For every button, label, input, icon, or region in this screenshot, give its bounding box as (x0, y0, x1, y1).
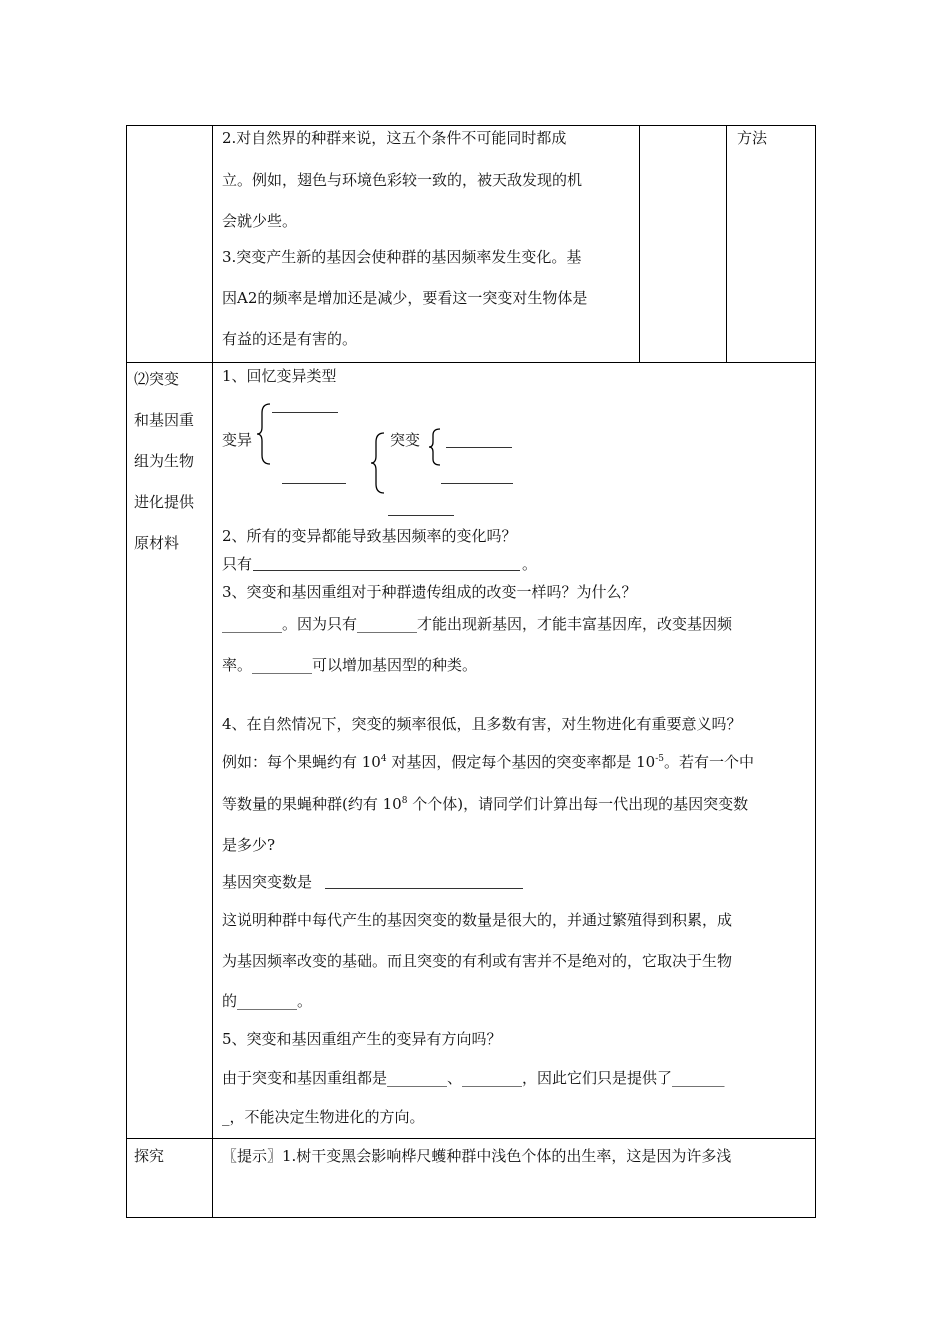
variation-brace (256, 403, 272, 465)
table-left-border (126, 125, 127, 1218)
question-5: 5、突变和基因重组产生的变异有方向吗？ (222, 1030, 502, 1048)
question-1: 1、回忆变异类型 (222, 367, 337, 385)
question-3-answer-line-2 (222, 655, 477, 675)
question-3-answer-line-1 (222, 614, 732, 634)
row1-line-3: 会就少些。 (222, 212, 298, 230)
question-3-text-1: 。因为只有 (282, 615, 358, 633)
row1-line-4: 3.突变产生新的基因会使种群的基因频率发生变化。基 (222, 248, 582, 266)
variation-blank-2 (282, 483, 346, 484)
recombination-blank (388, 515, 454, 516)
question-5-blank-3: _______ (672, 1069, 725, 1087)
row1-line-2: 立。例如，翅色与环境色彩较一致的，被天敌发现的机 (222, 171, 583, 189)
row1-right-label: 方法 (737, 129, 768, 147)
question-4-explanation-2: 为基因频率改变的基础。而且突变的有利或有害并不是绝对的，它取决于生物 (222, 952, 733, 970)
table-col-divider-1 (212, 125, 213, 1218)
row2-left-line-3: 组为生物 (134, 452, 195, 470)
question-4-answer-blank (325, 888, 523, 889)
table-col-divider-3 (726, 125, 727, 363)
row2-left-line-1: ⑵突变 (134, 370, 180, 388)
row2-left-line-5: 原材料 (134, 534, 180, 552)
mutation-brace (428, 428, 442, 466)
mutation-blank-1 (446, 447, 512, 448)
question-4: 4、在自然情况下，突变的频率很低，且多数有害，对生物进化有重要意义吗？ (222, 715, 742, 733)
question-5-blank-2: ________ (462, 1069, 523, 1087)
question-4-explanation-3 (222, 991, 312, 1011)
question-4-ex1-sup2: -5 (655, 754, 664, 764)
question-4-example-line-2 (222, 794, 748, 814)
row1-line-5: 因A2的频率是增加还是减少，要看这一突变对生物体是 (222, 289, 588, 307)
mutation-label: 突变 (390, 431, 421, 449)
question-4-ex1-sup1: 4 (380, 754, 387, 764)
variation-label: 变异 (222, 431, 253, 449)
question-4-exp3-blank: ________ (237, 992, 298, 1010)
question-4-ex2-sup: 8 (401, 796, 408, 806)
question-3: 3、突变和基因重组对于种群遗传组成的改变一样吗？为什么？ (222, 583, 637, 601)
question-4-ex1-a: 例如：每个果蝇约有 10 (222, 753, 381, 771)
question-4-ex1-b: 对基因，假定每个基因的突变率都是 10 (386, 753, 656, 771)
table-col-divider-2 (639, 125, 640, 363)
row1-line-6: 有益的还是有害的。 (222, 330, 358, 348)
question-5-answer-line-1 (222, 1068, 725, 1088)
question-5-answer-line-2: _，不能决定生物进化的方向。 (222, 1108, 425, 1126)
question-4-exp3-pre: 的 (222, 992, 238, 1010)
question-5-text-2: ，因此它们只是提供了 (522, 1069, 673, 1087)
table-top-border (126, 125, 816, 126)
row2-left-line-2: 和基因重 (134, 411, 195, 429)
mutation-blank-2 (441, 483, 513, 484)
row3-left-label: 探究 (134, 1147, 165, 1165)
question-2-answer-prefix: 只有 (222, 555, 253, 573)
heritable-variation-brace (370, 432, 386, 494)
table-right-border (815, 125, 816, 1218)
question-2-answer-blank (253, 570, 520, 571)
table-row-divider-2 (126, 1138, 816, 1139)
question-4-explanation-1: 这说明种群中每代产生的基因突变的数量是很大的，并通过繁殖得到积累，成 (222, 911, 733, 929)
question-5-text-1: 由于突变和基因重组都是 (222, 1069, 388, 1087)
question-3-blank-2: ________ (357, 615, 418, 633)
question-4-example-line-1 (222, 752, 754, 772)
question-3-text-2: 才能出现新基因，才能丰富基因库，改变基因频 (417, 615, 733, 633)
variation-blank-1 (272, 412, 338, 413)
table-bottom-border (126, 1217, 816, 1218)
question-5-sep: 、 (447, 1069, 463, 1087)
row1-line-1: 2.对自然界的种群来说，这五个条件不可能同时都成 (222, 129, 567, 147)
question-4-ex2-a: 等数量的果蝇种群(约有 10 (222, 795, 402, 813)
question-4-ex2-b: 个个体)，请同学们计算出每一代出现的基因突变数 (407, 795, 749, 813)
question-3-text-4: 可以增加基因型的种类。 (312, 656, 478, 674)
question-4-exp3-post: 。 (297, 992, 313, 1010)
row3-hint-text: 〖提示〗1.树干变黑会影响桦尺蠖种群中浅色个体的出生率，这是因为许多浅 (222, 1147, 732, 1165)
question-3-blank-3: ________ (252, 656, 313, 674)
question-4-example-line-3: 是多少? (222, 836, 276, 854)
question-2-answer-suffix: 。 (522, 555, 538, 573)
question-2: 2、所有的变异都能导致基因频率的变化吗？ (222, 527, 517, 545)
question-3-text-3: 率。 (222, 656, 253, 674)
question-3-blank-1: ________ (222, 615, 282, 633)
question-5-blank-1: ________ (387, 1069, 448, 1087)
question-4-ex1-c: 。若有一个中 (664, 753, 755, 771)
table-row-divider-1 (126, 362, 816, 363)
row2-left-line-4: 进化提供 (134, 493, 195, 511)
question-4-answer-label: 基因突变数是 (222, 873, 313, 891)
